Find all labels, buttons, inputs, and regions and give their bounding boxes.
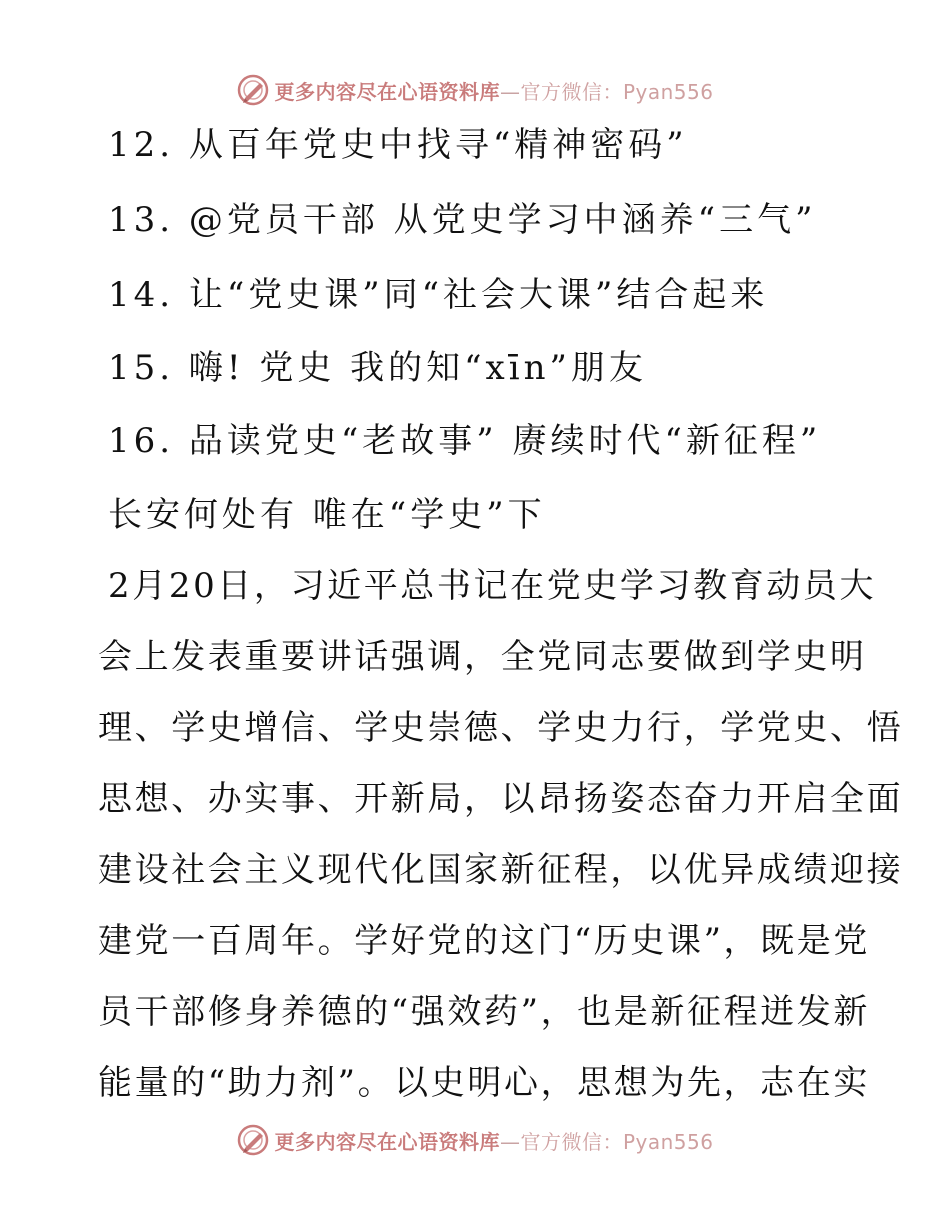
watermark-dash: — (499, 1129, 521, 1154)
headline-item: 16. 品读党史“老故事” 赓续时代“新征程” (108, 421, 822, 461)
watermark-main-text: 更多内容尽在心语资料库 (274, 79, 500, 104)
body-line: 会上发表重要讲话强调，全党同志要做到学史明 (98, 637, 867, 677)
watermark-footer (0, 1120, 950, 1160)
headline-item: 15. 嗨! 党史 我的知“xīn”朋友 (108, 348, 647, 388)
pen-logo-icon (236, 73, 270, 107)
section-title: 长安何处有 唯在“学史”下 (108, 495, 546, 535)
headline-item: 12. 从百年党史中找寻“精神密码” (108, 125, 688, 165)
body-paragraph (98, 566, 904, 1134)
watermark-main-text: 更多内容尽在心语资料库 (274, 1129, 500, 1154)
body-line: 建设社会主义现代化国家新征程，以优异成绩迎接 (98, 850, 904, 890)
headline-item: 13. @党员干部 从党史学习中涵养“三气” (108, 200, 817, 240)
watermark-text (274, 76, 713, 105)
watermark-wechat-text: 官方微信：Pyan556 (520, 1129, 714, 1154)
body-line: 能量的“助力剂”。以史明心，思想为先，志在实 (98, 1063, 870, 1103)
watermark-dash: — (499, 79, 521, 104)
body-line: 思想、办实事、开新局，以昂扬姿态奋力开启全面 (98, 779, 904, 819)
watermark-text (274, 1126, 713, 1155)
body-line: 建党一百周年。学好党的这门“历史课”，既是党 (98, 921, 870, 961)
watermark-header (0, 70, 950, 110)
watermark-wechat-text: 官方微信：Pyan556 (520, 79, 714, 104)
body-line: 理、学史增信、学史崇德、学史力行，学党史、悟 (98, 708, 904, 748)
body-line: 2月20日，习近平总书记在党史学习教育动员大 (108, 566, 877, 606)
body-line: 员干部修身养德的“强效药”，也是新征程迸发新 (98, 992, 870, 1032)
pen-logo-icon (236, 1123, 270, 1157)
headline-item: 14. 让“党史课”同“社会大课”结合起来 (108, 275, 769, 315)
